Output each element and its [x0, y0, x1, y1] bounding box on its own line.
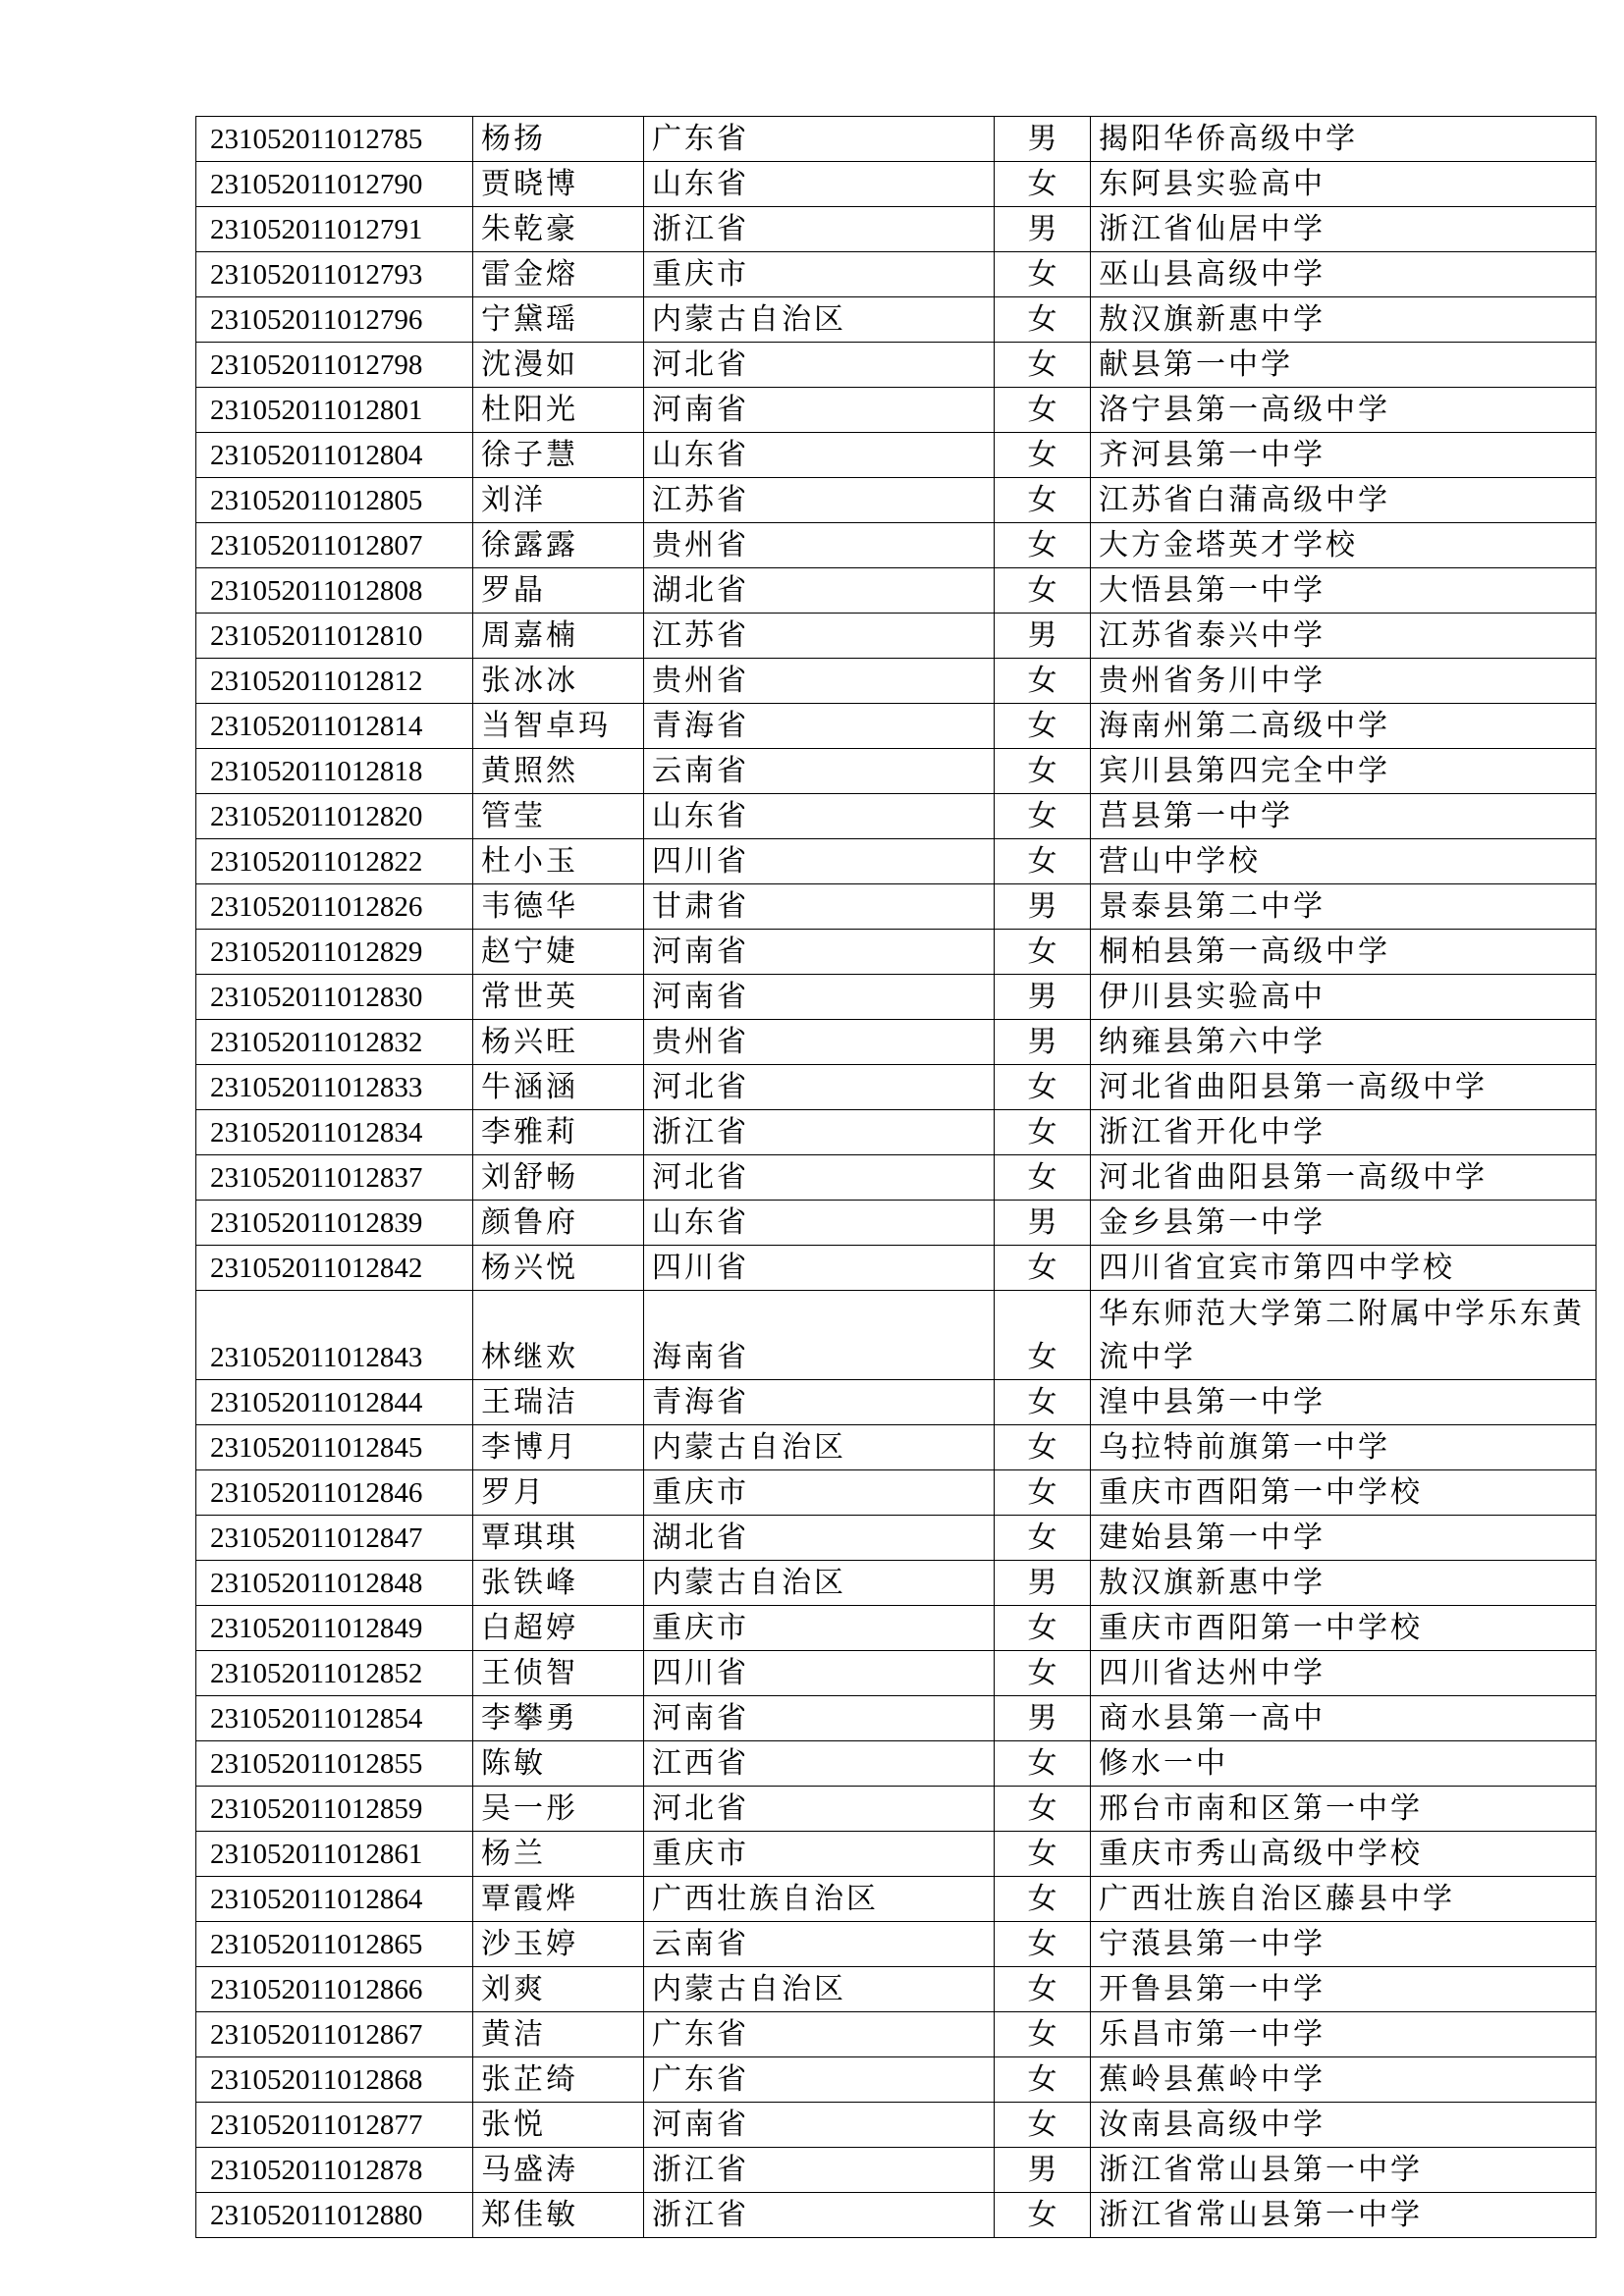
- gender-cell: 女: [995, 930, 1091, 975]
- table-row: [196, 343, 1597, 388]
- school-cell: 汝南县高级中学: [1091, 2103, 1597, 2148]
- table-row: [196, 297, 1597, 343]
- student-id-cell: 231052011012847: [196, 1516, 473, 1561]
- table-row: [196, 614, 1597, 659]
- province-cell: 江西省: [644, 1741, 995, 1787]
- table-row: [196, 1110, 1597, 1155]
- school-cell: 纳雍县第六中学: [1091, 1020, 1597, 1065]
- table-row: [196, 162, 1597, 207]
- province-cell: 湖北省: [644, 568, 995, 614]
- province-cell: 重庆市: [644, 1470, 995, 1516]
- student-id-cell: 231052011012842: [196, 1246, 473, 1291]
- province-cell: 四川省: [644, 1651, 995, 1696]
- student-id-cell: 231052011012796: [196, 297, 473, 343]
- province-cell: 河南省: [644, 388, 995, 433]
- table-row: [196, 1922, 1597, 1967]
- student-id-cell: 231052011012814: [196, 704, 473, 749]
- province-cell: 山东省: [644, 162, 995, 207]
- student-name-cell: 覃霞烨: [473, 1877, 644, 1922]
- gender-cell: 女: [995, 433, 1091, 478]
- province-cell: 河北省: [644, 1065, 995, 1110]
- student-id-cell: 231052011012807: [196, 523, 473, 568]
- table-row: [196, 1741, 1597, 1787]
- gender-cell: 女: [995, 2103, 1091, 2148]
- gender-cell: 男: [995, 975, 1091, 1020]
- school-cell: 海南州第二高级中学: [1091, 704, 1597, 749]
- student-name-cell: 徐露露: [473, 523, 644, 568]
- student-name-cell: 王侦智: [473, 1651, 644, 1696]
- table-row: [196, 1561, 1597, 1606]
- table-row: [196, 523, 1597, 568]
- province-cell: 浙江省: [644, 2193, 995, 2238]
- gender-cell: 男: [995, 117, 1091, 162]
- province-cell: 海南省: [644, 1291, 995, 1380]
- table-row: [196, 1696, 1597, 1741]
- student-id-cell: 231052011012854: [196, 1696, 473, 1741]
- school-cell: 齐河县第一中学: [1091, 433, 1597, 478]
- student-id-cell: 231052011012880: [196, 2193, 473, 2238]
- table-row: [196, 1246, 1597, 1291]
- student-name-cell: 杜小玉: [473, 839, 644, 884]
- table-row: [196, 1967, 1597, 2012]
- student-name-cell: 当智卓玛: [473, 704, 644, 749]
- table-row: [196, 975, 1597, 1020]
- school-cell: 东阿县实验高中: [1091, 162, 1597, 207]
- student-name-cell: 李博月: [473, 1425, 644, 1470]
- student-id-cell: 231052011012852: [196, 1651, 473, 1696]
- school-cell: 蕉岭县蕉岭中学: [1091, 2057, 1597, 2103]
- gender-cell: 女: [995, 1877, 1091, 1922]
- province-cell: 浙江省: [644, 2148, 995, 2193]
- gender-cell: 女: [995, 1967, 1091, 2012]
- student-name-cell: 刘舒畅: [473, 1155, 644, 1201]
- gender-cell: 女: [995, 794, 1091, 839]
- province-cell: 浙江省: [644, 207, 995, 252]
- student-id-cell: 231052011012864: [196, 1877, 473, 1922]
- student-name-cell: 韦德华: [473, 884, 644, 930]
- student-name-cell: 管莹: [473, 794, 644, 839]
- school-cell: 金乡县第一中学: [1091, 1201, 1597, 1246]
- student-id-cell: 231052011012801: [196, 388, 473, 433]
- student-id-cell: 231052011012837: [196, 1155, 473, 1201]
- gender-cell: 女: [995, 659, 1091, 704]
- student-name-cell: 杜阳光: [473, 388, 644, 433]
- school-cell: 邢台市南和区第一中学: [1091, 1787, 1597, 1832]
- student-id-cell: 231052011012849: [196, 1606, 473, 1651]
- school-cell: 大方金塔英才学校: [1091, 523, 1597, 568]
- table-row: [196, 704, 1597, 749]
- table-row: [196, 839, 1597, 884]
- student-name-cell: 周嘉楠: [473, 614, 644, 659]
- school-cell: 建始县第一中学: [1091, 1516, 1597, 1561]
- province-cell: 云南省: [644, 1922, 995, 1967]
- student-id-cell: 231052011012812: [196, 659, 473, 704]
- school-cell: 宾川县第四完全中学: [1091, 749, 1597, 794]
- school-cell: 莒县第一中学: [1091, 794, 1597, 839]
- student-name-cell: 李雅莉: [473, 1110, 644, 1155]
- student-id-cell: 231052011012829: [196, 930, 473, 975]
- student-name-cell: 李攀勇: [473, 1696, 644, 1741]
- student-id-cell: 231052011012790: [196, 162, 473, 207]
- school-cell: 洛宁县第一高级中学: [1091, 388, 1597, 433]
- province-cell: 河北省: [644, 1155, 995, 1201]
- province-cell: 山东省: [644, 433, 995, 478]
- school-cell: 江苏省白蒲高级中学: [1091, 478, 1597, 523]
- gender-cell: 女: [995, 252, 1091, 297]
- school-cell: 湟中县第一中学: [1091, 1380, 1597, 1425]
- gender-cell: 女: [995, 523, 1091, 568]
- province-cell: 青海省: [644, 704, 995, 749]
- student-name-cell: 杨扬: [473, 117, 644, 162]
- student-name-cell: 赵宁婕: [473, 930, 644, 975]
- province-cell: 河北省: [644, 343, 995, 388]
- table-row: [196, 1380, 1597, 1425]
- gender-cell: 女: [995, 1380, 1091, 1425]
- student-name-cell: 覃琪琪: [473, 1516, 644, 1561]
- student-id-cell: 231052011012848: [196, 1561, 473, 1606]
- province-cell: 内蒙古自治区: [644, 1561, 995, 1606]
- table-row: [196, 1877, 1597, 1922]
- table-row: [196, 478, 1597, 523]
- student-name-cell: 杨兴旺: [473, 1020, 644, 1065]
- table-row: [196, 659, 1597, 704]
- school-cell: 四川省宜宾市第四中学校: [1091, 1246, 1597, 1291]
- school-cell: 河北省曲阳县第一高级中学: [1091, 1065, 1597, 1110]
- province-cell: 贵州省: [644, 659, 995, 704]
- student-name-cell: 宁黛瑶: [473, 297, 644, 343]
- student-name-cell: 张铁峰: [473, 1561, 644, 1606]
- school-cell: 桐柏县第一高级中学: [1091, 930, 1597, 975]
- province-cell: 贵州省: [644, 523, 995, 568]
- table-row: [196, 1065, 1597, 1110]
- province-cell: 内蒙古自治区: [644, 297, 995, 343]
- province-cell: 河南省: [644, 975, 995, 1020]
- student-id-cell: 231052011012785: [196, 117, 473, 162]
- table-row: [196, 749, 1597, 794]
- gender-cell: 女: [995, 1155, 1091, 1201]
- gender-cell: 女: [995, 1470, 1091, 1516]
- student-id-cell: 231052011012826: [196, 884, 473, 930]
- table-row: [196, 117, 1597, 162]
- table-row: [196, 794, 1597, 839]
- student-id-cell: 231052011012832: [196, 1020, 473, 1065]
- province-cell: 云南省: [644, 749, 995, 794]
- province-cell: 广东省: [644, 2057, 995, 2103]
- school-cell: 华东师范大学第二附属中学乐东黄流中学: [1091, 1291, 1597, 1380]
- student-id-cell: 231052011012822: [196, 839, 473, 884]
- gender-cell: 女: [995, 1741, 1091, 1787]
- school-cell: 贵州省务川中学: [1091, 659, 1597, 704]
- gender-cell: 女: [995, 1922, 1091, 1967]
- roster-sheet: [195, 116, 1597, 2238]
- student-id-cell: 231052011012866: [196, 1967, 473, 2012]
- table-row: [196, 2193, 1597, 2238]
- student-name-cell: 林继欢: [473, 1291, 644, 1380]
- student-id-cell: 231052011012843: [196, 1291, 473, 1380]
- student-name-cell: 白超婷: [473, 1606, 644, 1651]
- school-cell: 四川省达州中学: [1091, 1651, 1597, 1696]
- student-id-cell: 231052011012793: [196, 252, 473, 297]
- province-cell: 山东省: [644, 794, 995, 839]
- gender-cell: 女: [995, 1246, 1091, 1291]
- province-cell: 河南省: [644, 2103, 995, 2148]
- school-cell: 浙江省仙居中学: [1091, 207, 1597, 252]
- student-name-cell: 杨兴悦: [473, 1246, 644, 1291]
- table-row: [196, 2148, 1597, 2193]
- student-id-cell: 231052011012810: [196, 614, 473, 659]
- student-name-cell: 牛涵涵: [473, 1065, 644, 1110]
- roster-table: [195, 116, 1597, 2238]
- student-id-cell: 231052011012867: [196, 2012, 473, 2057]
- student-name-cell: 杨兰: [473, 1832, 644, 1877]
- table-row: [196, 207, 1597, 252]
- student-id-cell: 231052011012791: [196, 207, 473, 252]
- gender-cell: 女: [995, 297, 1091, 343]
- student-id-cell: 231052011012805: [196, 478, 473, 523]
- province-cell: 四川省: [644, 839, 995, 884]
- school-cell: 伊川县实验高中: [1091, 975, 1597, 1020]
- student-id-cell: 231052011012798: [196, 343, 473, 388]
- table-row: [196, 2012, 1597, 2057]
- student-id-cell: 231052011012820: [196, 794, 473, 839]
- gender-cell: 男: [995, 1201, 1091, 1246]
- student-id-cell: 231052011012868: [196, 2057, 473, 2103]
- table-row: [196, 884, 1597, 930]
- school-cell: 献县第一中学: [1091, 343, 1597, 388]
- student-id-cell: 231052011012855: [196, 1741, 473, 1787]
- gender-cell: 女: [995, 2057, 1091, 2103]
- gender-cell: 男: [995, 1561, 1091, 1606]
- student-id-cell: 231052011012839: [196, 1201, 473, 1246]
- table-row: [196, 1425, 1597, 1470]
- student-id-cell: 231052011012859: [196, 1787, 473, 1832]
- school-cell: 重庆市酉阳第一中学校: [1091, 1606, 1597, 1651]
- student-name-cell: 吴一彤: [473, 1787, 644, 1832]
- school-cell: 营山中学校: [1091, 839, 1597, 884]
- student-id-cell: 231052011012818: [196, 749, 473, 794]
- gender-cell: 女: [995, 1832, 1091, 1877]
- gender-cell: 女: [995, 839, 1091, 884]
- province-cell: 河南省: [644, 930, 995, 975]
- province-cell: 广东省: [644, 2012, 995, 2057]
- province-cell: 广西壮族自治区: [644, 1877, 995, 1922]
- province-cell: 江苏省: [644, 614, 995, 659]
- student-name-cell: 郑佳敏: [473, 2193, 644, 2238]
- student-id-cell: 231052011012861: [196, 1832, 473, 1877]
- student-name-cell: 徐子慧: [473, 433, 644, 478]
- school-cell: 重庆市酉阳第一中学校: [1091, 1470, 1597, 1516]
- student-id-cell: 231052011012845: [196, 1425, 473, 1470]
- province-cell: 河南省: [644, 1696, 995, 1741]
- student-id-cell: 231052011012830: [196, 975, 473, 1020]
- school-cell: 敖汉旗新惠中学: [1091, 1561, 1597, 1606]
- student-id-cell: 231052011012865: [196, 1922, 473, 1967]
- student-name-cell: 刘爽: [473, 1967, 644, 2012]
- student-name-cell: 张悦: [473, 2103, 644, 2148]
- province-cell: 甘肃省: [644, 884, 995, 930]
- school-cell: 浙江省开化中学: [1091, 1110, 1597, 1155]
- gender-cell: 女: [995, 1651, 1091, 1696]
- province-cell: 四川省: [644, 1246, 995, 1291]
- gender-cell: 男: [995, 614, 1091, 659]
- school-cell: 巫山县高级中学: [1091, 252, 1597, 297]
- student-name-cell: 雷金熔: [473, 252, 644, 297]
- table-row: [196, 1787, 1597, 1832]
- school-cell: 江苏省泰兴中学: [1091, 614, 1597, 659]
- gender-cell: 女: [995, 162, 1091, 207]
- student-id-cell: 231052011012833: [196, 1065, 473, 1110]
- school-cell: 乐昌市第一中学: [1091, 2012, 1597, 2057]
- table-row: [196, 1020, 1597, 1065]
- school-cell: 景泰县第二中学: [1091, 884, 1597, 930]
- province-cell: 内蒙古自治区: [644, 1425, 995, 1470]
- table-row: [196, 1606, 1597, 1651]
- province-cell: 浙江省: [644, 1110, 995, 1155]
- student-name-cell: 陈敏: [473, 1741, 644, 1787]
- student-name-cell: 罗月: [473, 1470, 644, 1516]
- table-row: [196, 2057, 1597, 2103]
- student-name-cell: 朱乾豪: [473, 207, 644, 252]
- province-cell: 江苏省: [644, 478, 995, 523]
- table-row: [196, 433, 1597, 478]
- student-id-cell: 231052011012834: [196, 1110, 473, 1155]
- table-row: [196, 252, 1597, 297]
- student-name-cell: 王瑞洁: [473, 1380, 644, 1425]
- table-row: [196, 1470, 1597, 1516]
- province-cell: 山东省: [644, 1201, 995, 1246]
- student-id-cell: 231052011012846: [196, 1470, 473, 1516]
- gender-cell: 女: [995, 388, 1091, 433]
- gender-cell: 男: [995, 1696, 1091, 1741]
- school-cell: 宁蒗县第一中学: [1091, 1922, 1597, 1967]
- student-id-cell: 231052011012808: [196, 568, 473, 614]
- school-cell: 浙江省常山县第一中学: [1091, 2148, 1597, 2193]
- student-name-cell: 沙玉婷: [473, 1922, 644, 1967]
- gender-cell: 女: [995, 1110, 1091, 1155]
- school-cell: 开鲁县第一中学: [1091, 1967, 1597, 2012]
- school-cell: 广西壮族自治区藤县中学: [1091, 1877, 1597, 1922]
- student-name-cell: 沈漫如: [473, 343, 644, 388]
- gender-cell: 男: [995, 207, 1091, 252]
- table-row: [196, 1201, 1597, 1246]
- student-name-cell: 贾晓博: [473, 162, 644, 207]
- province-cell: 重庆市: [644, 252, 995, 297]
- student-name-cell: 张芷绮: [473, 2057, 644, 2103]
- gender-cell: 女: [995, 568, 1091, 614]
- province-cell: 重庆市: [644, 1832, 995, 1877]
- table-row: [196, 1291, 1597, 1380]
- school-cell: 修水一中: [1091, 1741, 1597, 1787]
- student-id-cell: 231052011012804: [196, 433, 473, 478]
- student-name-cell: 张冰冰: [473, 659, 644, 704]
- table-row: [196, 1651, 1597, 1696]
- student-id-cell: 231052011012878: [196, 2148, 473, 2193]
- gender-cell: 男: [995, 1020, 1091, 1065]
- gender-cell: 女: [995, 1606, 1091, 1651]
- province-cell: 青海省: [644, 1380, 995, 1425]
- gender-cell: 女: [995, 1787, 1091, 1832]
- school-cell: 商水县第一高中: [1091, 1696, 1597, 1741]
- gender-cell: 女: [995, 1425, 1091, 1470]
- school-cell: 敖汉旗新惠中学: [1091, 297, 1597, 343]
- province-cell: 贵州省: [644, 1020, 995, 1065]
- gender-cell: 女: [995, 2193, 1091, 2238]
- student-name-cell: 马盛涛: [473, 2148, 644, 2193]
- gender-cell: 男: [995, 884, 1091, 930]
- school-cell: 河北省曲阳县第一高级中学: [1091, 1155, 1597, 1201]
- table-row: [196, 568, 1597, 614]
- student-name-cell: 颜鲁府: [473, 1201, 644, 1246]
- gender-cell: 女: [995, 1291, 1091, 1380]
- school-cell: 重庆市秀山高级中学校: [1091, 1832, 1597, 1877]
- gender-cell: 女: [995, 2012, 1091, 2057]
- table-row: [196, 1832, 1597, 1877]
- province-cell: 内蒙古自治区: [644, 1967, 995, 2012]
- roster-table-body: [196, 117, 1597, 2238]
- gender-cell: 女: [995, 749, 1091, 794]
- student-name-cell: 黄照然: [473, 749, 644, 794]
- gender-cell: 男: [995, 2148, 1091, 2193]
- student-name-cell: 黄洁: [473, 2012, 644, 2057]
- school-cell: 浙江省常山县第一中学: [1091, 2193, 1597, 2238]
- student-id-cell: 231052011012877: [196, 2103, 473, 2148]
- table-row: [196, 2103, 1597, 2148]
- school-cell: 揭阳华侨高级中学: [1091, 117, 1597, 162]
- student-name-cell: 罗晶: [473, 568, 644, 614]
- student-name-cell: 常世英: [473, 975, 644, 1020]
- province-cell: 重庆市: [644, 1606, 995, 1651]
- school-cell: 乌拉特前旗第一中学: [1091, 1425, 1597, 1470]
- table-row: [196, 388, 1597, 433]
- table-row: [196, 930, 1597, 975]
- gender-cell: 女: [995, 343, 1091, 388]
- table-row: [196, 1155, 1597, 1201]
- student-name-cell: 刘洋: [473, 478, 644, 523]
- province-cell: 广东省: [644, 117, 995, 162]
- province-cell: 河北省: [644, 1787, 995, 1832]
- gender-cell: 女: [995, 478, 1091, 523]
- gender-cell: 女: [995, 704, 1091, 749]
- student-id-cell: 231052011012844: [196, 1380, 473, 1425]
- school-cell: 大悟县第一中学: [1091, 568, 1597, 614]
- gender-cell: 女: [995, 1516, 1091, 1561]
- province-cell: 湖北省: [644, 1516, 995, 1561]
- table-row: [196, 1516, 1597, 1561]
- gender-cell: 女: [995, 1065, 1091, 1110]
